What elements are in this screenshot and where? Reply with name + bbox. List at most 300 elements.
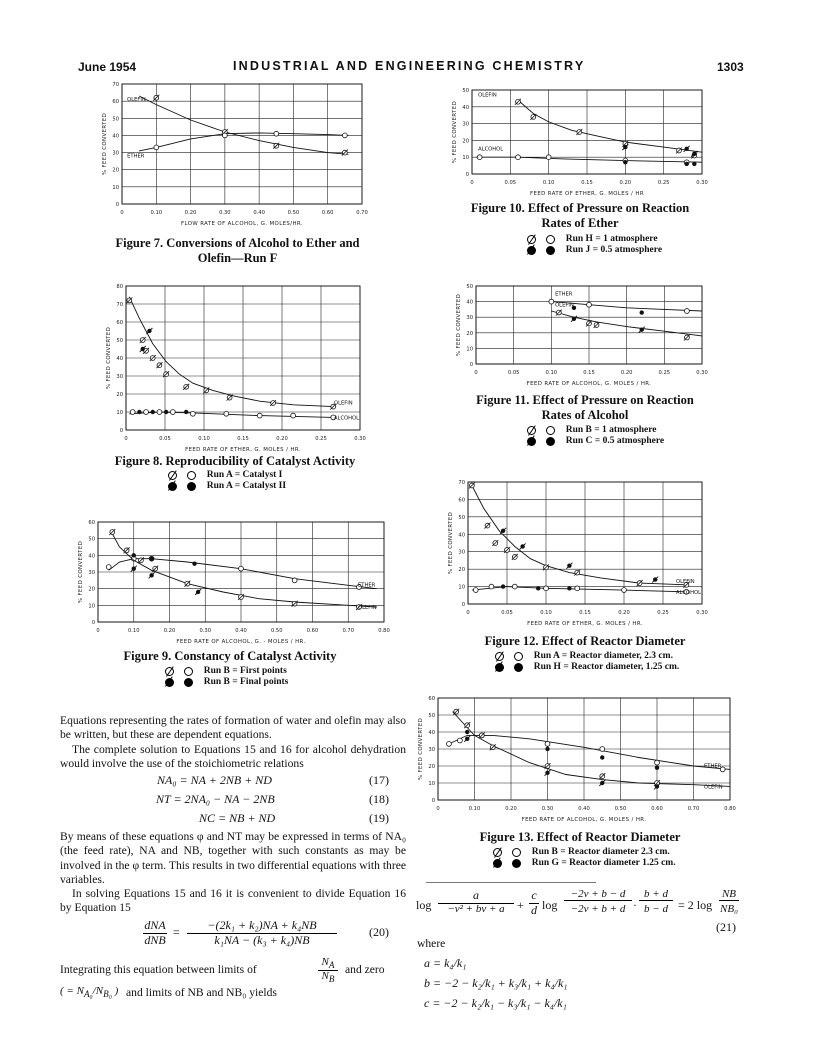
open-circle-symbol bbox=[187, 471, 196, 480]
x-axis-label: FEED RATE OF ALCOHOL, G. - MOLES / HR. bbox=[176, 639, 306, 645]
figure-9-chart bbox=[78, 516, 394, 645]
y-tick-label: 60 bbox=[112, 99, 119, 106]
open-circle-symbol bbox=[546, 426, 555, 435]
y-tick-label: 10 bbox=[88, 603, 95, 610]
x-tick-label: 0.60 bbox=[651, 806, 663, 812]
series-curve bbox=[139, 96, 348, 154]
y-tick-label: 50 bbox=[428, 713, 435, 719]
x-tick-label: 0.15 bbox=[583, 370, 595, 376]
x-tick-label: 0.15 bbox=[581, 180, 593, 186]
paragraph-5-text-c: and limits of NB and NB₀ yields bbox=[126, 986, 277, 999]
figure-13-chart bbox=[410, 692, 740, 822]
series-label: ALCOHOL bbox=[676, 589, 702, 596]
eq21-log-2: log bbox=[542, 898, 558, 912]
series-curve bbox=[449, 735, 730, 769]
legend-label: Run A = Catalyst I bbox=[206, 470, 283, 480]
data-point-filled bbox=[132, 553, 136, 557]
legend-row bbox=[527, 234, 662, 245]
figure-11-caption-line-1: Figure 11. Effect of Pressure on Reaction bbox=[476, 393, 694, 407]
y-axis-label: % FEED CONVERTED bbox=[452, 100, 458, 164]
filled-circle-symbol bbox=[512, 859, 521, 868]
legend-label: Run A = Catalyst II bbox=[206, 481, 287, 491]
series-label: ETHER bbox=[358, 582, 376, 589]
x-tick-label: 0.40 bbox=[235, 628, 247, 634]
equation-19-number: (19) bbox=[369, 811, 389, 825]
legend-label: Run H = 1 atmosphere bbox=[565, 234, 658, 244]
x-tick-label: 0.05 bbox=[159, 436, 171, 442]
eq21-c-numerator: c bbox=[529, 888, 539, 904]
open-circle-symbol bbox=[514, 652, 523, 661]
filled-slashed-symbol bbox=[493, 859, 502, 868]
series-curve bbox=[129, 297, 333, 407]
data-point bbox=[170, 410, 175, 415]
y-tick-label: 50 bbox=[462, 88, 469, 94]
limit-fraction-denominator: $N_B$ bbox=[321, 970, 335, 985]
data-point bbox=[222, 133, 227, 138]
figure-11-caption bbox=[440, 393, 730, 423]
y-tick-label: 40 bbox=[458, 532, 465, 539]
y-axis-label: % FEED CONVERTED bbox=[448, 511, 454, 575]
figure-10-caption bbox=[440, 201, 720, 231]
data-point bbox=[545, 742, 550, 747]
legend-label: Run H = Reactor diameter, 1.25 cm. bbox=[533, 662, 680, 672]
y-tick-label: 70 bbox=[458, 480, 465, 486]
filled-slashed-symbol bbox=[527, 246, 536, 255]
open-circle-symbol bbox=[546, 235, 555, 244]
data-point-filled bbox=[151, 410, 155, 414]
figure-9-legend bbox=[165, 666, 288, 688]
figure-12-chart bbox=[448, 474, 718, 630]
eq21-plus: + bbox=[517, 898, 524, 912]
x-tick-label: 0.60 bbox=[321, 210, 334, 216]
open-circle-symbol bbox=[184, 667, 193, 676]
paragraph-5-text-b: and zero bbox=[345, 963, 385, 976]
series-label: ALCOHOL bbox=[334, 415, 360, 422]
x-tick-label: 0.50 bbox=[614, 806, 627, 812]
definition-c: c = −2 − k₂/k₁ − k₃/k₁ − k₄/k₁ bbox=[424, 996, 567, 1010]
x-tick-label: 0.30 bbox=[696, 180, 708, 186]
where-label: where bbox=[417, 937, 446, 950]
y-tick-label: 20 bbox=[428, 764, 435, 770]
series-curve bbox=[476, 157, 702, 162]
equation-20 bbox=[143, 918, 393, 950]
x-tick-label: 0.40 bbox=[578, 806, 590, 812]
legend-row bbox=[495, 651, 679, 662]
y-tick-label: 50 bbox=[88, 536, 95, 543]
legend-row bbox=[527, 425, 664, 436]
y-tick-label: 0 bbox=[115, 202, 119, 208]
x-tick-label: 0.25 bbox=[658, 370, 671, 376]
data-point bbox=[546, 155, 551, 160]
legend-row bbox=[168, 470, 286, 481]
data-point bbox=[600, 747, 605, 752]
data-point bbox=[239, 566, 244, 571]
legend-row bbox=[165, 677, 288, 688]
series-label: OLEFIN bbox=[358, 605, 377, 611]
legend-row bbox=[493, 847, 676, 858]
y-tick-label: 20 bbox=[466, 330, 473, 337]
equation-18-number: (18) bbox=[369, 792, 389, 806]
figure-9-caption: Figure 9. Constancy of Catalyst Activity bbox=[123, 649, 337, 663]
y-tick-label: 0 bbox=[91, 620, 95, 626]
legend-label: Run B = First points bbox=[203, 666, 287, 676]
data-point bbox=[274, 131, 279, 136]
x-tick-label: 0.80 bbox=[724, 806, 736, 812]
y-tick-label: 40 bbox=[462, 104, 469, 111]
figure-8-legend bbox=[168, 470, 286, 492]
y-tick-label: 30 bbox=[458, 549, 465, 556]
y-tick-label: 50 bbox=[116, 338, 123, 344]
series-label: OLEFIN bbox=[555, 302, 574, 309]
series-label: OLEFIN bbox=[478, 92, 497, 99]
y-tick-label: 30 bbox=[112, 150, 119, 157]
figure-8-chart bbox=[100, 282, 370, 452]
data-point bbox=[144, 410, 149, 415]
legend-label: Run G = Reactor diameter 1.25 cm. bbox=[531, 858, 676, 868]
eq21-left-denominator: −2v + b + d bbox=[570, 903, 626, 915]
filled-circle-symbol bbox=[546, 437, 555, 446]
y-tick-label: 10 bbox=[462, 155, 469, 162]
eq21-log-1: log bbox=[416, 898, 432, 912]
figure-13-legend bbox=[493, 847, 676, 869]
equation-21-number: (21) bbox=[716, 920, 736, 934]
data-point-filled bbox=[184, 410, 188, 414]
data-point bbox=[106, 565, 111, 570]
y-tick-label: 10 bbox=[112, 184, 119, 191]
x-tick-label: 0 bbox=[96, 628, 100, 634]
y-tick-label: 30 bbox=[116, 374, 123, 380]
x-axis-label: FEED RATE OF ALCOHOL, G. MOLES / HR. bbox=[526, 381, 652, 387]
x-tick-label: 0.30 bbox=[199, 628, 212, 634]
series-label: OLEFIN bbox=[334, 400, 353, 407]
x-tick-label: 0.10 bbox=[198, 436, 210, 442]
open-slashed-symbol bbox=[165, 667, 174, 676]
x-tick-label: 0.20 bbox=[163, 628, 176, 634]
eq20-lhs-numerator: dNA bbox=[144, 918, 166, 932]
x-tick-label: 0.50 bbox=[270, 628, 283, 634]
issue-date: June 1954 bbox=[78, 60, 137, 74]
x-tick-label: 0.60 bbox=[306, 628, 319, 634]
x-axis-label: FLOW RATE OF ALCOHOL, G. MOLES/HR. bbox=[181, 221, 303, 227]
paragraph-3-text: By means of these equations φ and NT may be expressed in terms of NA₀ (the feed rate), NA and NB, together with such constants as may be involved in the φ term. This results in two differential equations with three variables. bbox=[60, 830, 406, 887]
data-point bbox=[342, 133, 347, 138]
definition-a: a = k₄/k₁ bbox=[424, 956, 467, 970]
paragraph-4-text: In solving Equations 15 and 16 it is convenient to divide Equation 16 by Equation 15 bbox=[60, 887, 406, 915]
open-slashed-symbol bbox=[495, 652, 504, 661]
legend-label: Run A = Reactor diameter, 2.3 cm. bbox=[533, 651, 673, 661]
y-tick-label: 30 bbox=[88, 570, 95, 576]
x-tick-label: 0.30 bbox=[354, 436, 366, 442]
paragraph-3 bbox=[60, 830, 406, 888]
series-curve bbox=[112, 534, 377, 607]
x-tick-label: 0.30 bbox=[696, 370, 708, 376]
x-tick-label: 0.30 bbox=[696, 610, 708, 616]
y-tick-label: 20 bbox=[462, 138, 469, 145]
x-axis-label: FEED RATE OF ALCOHOL, G. MOLES / HR. bbox=[521, 817, 647, 823]
y-tick-label: 50 bbox=[466, 284, 473, 290]
figure-10-legend bbox=[527, 234, 662, 256]
y-tick-label: 30 bbox=[428, 747, 435, 753]
figure-11-chart bbox=[452, 272, 717, 390]
y-axis-label: % FEED CONVERTED bbox=[78, 540, 84, 604]
data-point-filled bbox=[640, 310, 644, 314]
data-point bbox=[154, 145, 159, 150]
x-tick-label: 0 bbox=[470, 180, 474, 186]
y-tick-label: 40 bbox=[116, 356, 123, 362]
series-label: OLEFIN bbox=[127, 97, 146, 104]
x-tick-label: 0 bbox=[124, 436, 128, 442]
data-point bbox=[655, 760, 660, 765]
y-tick-label: 0 bbox=[431, 798, 435, 804]
y-axis-label: % FEED CONVERTED bbox=[106, 326, 112, 390]
x-tick-label: 0.80 bbox=[378, 628, 390, 634]
x-tick-label: 0 bbox=[466, 610, 470, 616]
data-point bbox=[544, 586, 549, 591]
y-tick-label: 50 bbox=[458, 514, 465, 521]
equation-19: NC = NB + ND bbox=[199, 811, 276, 825]
y-tick-label: 10 bbox=[458, 584, 465, 591]
series-curve bbox=[518, 100, 702, 152]
data-point bbox=[477, 155, 482, 160]
data-point bbox=[190, 411, 195, 416]
legend-label: Run C = 0.5 atmosphere bbox=[565, 436, 665, 446]
eq21-nb0-denominator: NB₀ bbox=[720, 903, 738, 915]
data-point-filled bbox=[655, 766, 659, 770]
series-label: ALCOHOL bbox=[478, 146, 504, 153]
equation-21 bbox=[416, 888, 738, 932]
open-circle-symbol bbox=[512, 848, 521, 857]
limit-expression: ( = $N_{A_0}/N_{B_0}$ ) bbox=[60, 985, 119, 1000]
paragraph-5-text-a: Integrating this equation between limits of bbox=[60, 963, 257, 976]
paragraph-1 bbox=[60, 714, 406, 743]
series-label: OLEFIN bbox=[704, 784, 723, 791]
figure-7-caption: Figure 7. Conversions of Alcohol to Ether and Olefin—Run F bbox=[115, 236, 360, 265]
figure-10-caption-line-1: Figure 10. Effect of Pressure on Reaction bbox=[470, 201, 690, 215]
legend-label: Run B = 1 atmosphere bbox=[565, 425, 657, 435]
equation-18: NT = 2NA₀ − NA − 2NB bbox=[156, 792, 275, 806]
y-tick-label: 0 bbox=[465, 172, 469, 178]
x-tick-label: 0.70 bbox=[687, 806, 700, 812]
y-tick-label: 70 bbox=[116, 302, 123, 308]
eq20-equals: = bbox=[173, 925, 180, 939]
data-point bbox=[549, 299, 554, 304]
y-tick-label: 30 bbox=[462, 121, 469, 128]
figure-7-chart bbox=[92, 82, 382, 230]
data-point bbox=[685, 309, 690, 314]
filled-slashed-symbol bbox=[495, 663, 504, 672]
x-axis-label: FEED RATE OF ETHER, G. MOLES / HR bbox=[530, 191, 644, 197]
x-axis-label: FEED RATE OF ETHER, G. MOLES / HR. bbox=[527, 621, 643, 627]
y-tick-label: 40 bbox=[112, 133, 119, 140]
data-point bbox=[130, 410, 135, 415]
legend-row bbox=[527, 245, 662, 256]
x-tick-label: 0.70 bbox=[342, 628, 355, 634]
data-point-filled bbox=[465, 730, 469, 734]
paragraph-5-c bbox=[126, 986, 277, 1000]
filled-circle-symbol bbox=[514, 663, 523, 672]
data-point-filled bbox=[692, 162, 696, 166]
legend-label: Run J = 0.5 atmosphere bbox=[565, 245, 663, 255]
figure-8-caption: Figure 8. Reproducibility of Catalyst Activity bbox=[114, 454, 356, 468]
separator-rule bbox=[426, 882, 596, 883]
y-tick-label: 60 bbox=[88, 520, 95, 526]
eq21-dot: · bbox=[633, 898, 637, 912]
x-tick-label: 0.30 bbox=[219, 210, 231, 216]
data-point bbox=[291, 413, 296, 418]
eq21-nb-numerator: NB bbox=[719, 888, 739, 901]
eq21-a-denominator: −v² + bv + a bbox=[447, 903, 505, 915]
y-tick-label: 10 bbox=[428, 781, 435, 787]
x-tick-label: 0 bbox=[120, 210, 124, 216]
eq20-denominator: k₁NA − (k₃ + k₄)NB bbox=[214, 933, 310, 947]
legend-row bbox=[168, 481, 286, 492]
x-tick-label: 0.10 bbox=[540, 610, 552, 616]
eq21-a-numerator: a bbox=[438, 888, 514, 904]
paragraph-4 bbox=[60, 887, 406, 916]
y-axis-label: % FEED CONVERTED bbox=[456, 293, 462, 357]
data-point-filled bbox=[149, 556, 153, 560]
data-point bbox=[575, 586, 580, 591]
x-tick-label: 0.05 bbox=[501, 610, 513, 616]
x-tick-label: 0 bbox=[436, 806, 440, 812]
y-tick-label: 40 bbox=[466, 299, 473, 306]
series-label: ETHER bbox=[127, 153, 145, 160]
x-tick-label: 0.20 bbox=[618, 610, 630, 616]
journal-title: INDUSTRIAL AND ENGINEERING CHEMISTRY bbox=[233, 59, 586, 73]
data-point-filled bbox=[501, 584, 505, 588]
x-tick-label: 0.25 bbox=[657, 610, 669, 616]
figure-10-chart bbox=[452, 88, 717, 196]
x-tick-label: 0.20 bbox=[505, 806, 517, 812]
x-tick-label: 0.20 bbox=[619, 180, 632, 186]
figure-12-caption: Figure 12. Effect of Reactor Diameter bbox=[484, 634, 686, 648]
y-tick-label: 10 bbox=[466, 346, 473, 353]
y-tick-label: 80 bbox=[116, 284, 123, 290]
filled-circle-symbol bbox=[184, 678, 193, 687]
data-point-filled bbox=[164, 410, 168, 414]
y-tick-label: 40 bbox=[88, 553, 95, 560]
paragraph-5-b bbox=[345, 963, 385, 977]
x-axis-label: FEED RATE OF ETHER, G. MOLES / HR. bbox=[185, 447, 301, 453]
x-tick-label: 0.10 bbox=[545, 370, 558, 376]
paragraph-2 bbox=[60, 743, 406, 772]
x-tick-label: 0.15 bbox=[237, 436, 249, 442]
x-tick-label: 0.40 bbox=[253, 210, 265, 216]
y-tick-label: 70 bbox=[112, 82, 119, 88]
figure-11-caption-line-2: Rates of Alcohol bbox=[541, 408, 629, 422]
x-tick-label: 0.05 bbox=[507, 370, 520, 376]
definition-b: b = −2 − k₂/k₁ + k₃/k₁ + k₄/k₁ bbox=[424, 976, 568, 990]
legend-label: Run B = Reactor diameter 2.3 cm. bbox=[531, 847, 670, 857]
open-slashed-symbol bbox=[527, 426, 536, 435]
data-point-filled bbox=[567, 586, 571, 590]
open-slashed-symbol bbox=[493, 848, 502, 857]
filled-slashed-symbol bbox=[168, 482, 177, 491]
x-tick-label: 0.10 bbox=[542, 180, 555, 186]
y-tick-label: 50 bbox=[112, 116, 119, 123]
x-tick-label: 0.25 bbox=[657, 180, 670, 186]
legend-label: Run B = Final points bbox=[203, 677, 289, 687]
figure-13-caption: Figure 13. Effect of Reactor Diameter bbox=[479, 830, 681, 844]
y-tick-label: 20 bbox=[458, 567, 465, 574]
y-axis-label: % FEED CONVERTED bbox=[102, 112, 108, 176]
series-label: ETHER bbox=[555, 291, 573, 298]
eq21-rhs: = 2 log bbox=[678, 898, 713, 912]
y-tick-label: 60 bbox=[428, 696, 435, 702]
series-label: OLEFIN bbox=[676, 578, 695, 585]
data-point bbox=[458, 738, 463, 743]
x-tick-label: 0.20 bbox=[276, 436, 288, 442]
data-point-filled bbox=[192, 561, 196, 565]
data-point bbox=[473, 588, 478, 593]
y-tick-label: 40 bbox=[428, 730, 435, 736]
legend-row bbox=[527, 436, 664, 447]
equation-17-number: (17) bbox=[369, 773, 389, 787]
eq21-right-denominator: b − d bbox=[644, 903, 668, 915]
page-number: 1303 bbox=[717, 60, 744, 74]
x-tick-label: 0.10 bbox=[127, 628, 140, 634]
filled-circle-symbol bbox=[187, 482, 196, 491]
x-tick-label: 0.10 bbox=[468, 806, 481, 812]
x-tick-label: 0.20 bbox=[184, 210, 197, 216]
plot-frame bbox=[122, 84, 362, 204]
open-slashed-symbol bbox=[527, 235, 536, 244]
series-curve bbox=[472, 486, 687, 585]
data-point bbox=[622, 588, 627, 593]
equation-17: NA₀ = NA + 2NB + ND bbox=[157, 773, 272, 787]
x-tick-label: 0 bbox=[474, 370, 478, 376]
limit-fraction-numerator: $N_A$ bbox=[318, 956, 338, 971]
series-label: ETHER bbox=[704, 763, 722, 770]
y-tick-label: 20 bbox=[88, 586, 95, 593]
x-tick-label: 0.25 bbox=[315, 436, 327, 442]
y-tick-label: 0 bbox=[119, 428, 123, 434]
filled-slashed-symbol bbox=[527, 437, 536, 446]
y-tick-label: 0 bbox=[469, 362, 473, 368]
eq21-right-numerator: b + d bbox=[639, 888, 673, 901]
y-tick-label: 60 bbox=[116, 320, 123, 326]
legend-row bbox=[495, 662, 679, 673]
data-point bbox=[224, 411, 229, 416]
x-tick-label: 0.10 bbox=[150, 210, 163, 216]
data-point-filled bbox=[137, 410, 141, 414]
x-tick-label: 0.05 bbox=[504, 180, 517, 186]
data-point bbox=[489, 584, 494, 589]
series-curve bbox=[109, 559, 377, 589]
figure-12-legend bbox=[495, 651, 679, 673]
x-tick-label: 0.50 bbox=[287, 210, 300, 216]
eq21-d-denominator: d bbox=[531, 903, 537, 917]
legend-row bbox=[493, 858, 676, 869]
y-tick-label: 0 bbox=[461, 602, 465, 608]
legend-row bbox=[165, 666, 288, 677]
data-point bbox=[447, 742, 452, 747]
figure-10-caption-line-2: Rates of Ether bbox=[541, 216, 619, 230]
figure-11-legend bbox=[527, 425, 664, 447]
eq20-lhs-denominator: dNB bbox=[144, 933, 166, 947]
x-tick-label: 0.30 bbox=[541, 806, 554, 812]
data-point-filled bbox=[600, 755, 604, 759]
data-point bbox=[292, 578, 297, 583]
y-tick-label: 10 bbox=[116, 410, 123, 416]
data-point bbox=[512, 584, 517, 589]
x-tick-label: 0.20 bbox=[620, 370, 633, 376]
equation-20-number: (20) bbox=[369, 925, 389, 939]
y-tick-label: 20 bbox=[116, 392, 123, 398]
y-tick-label: 20 bbox=[112, 167, 119, 174]
paragraph-1-text: Equations representing the rates of formation of water and olefin may also be written, but these are dependent equations. bbox=[60, 714, 406, 742]
eq21-left-numerator: −2v + b − d bbox=[564, 888, 632, 901]
